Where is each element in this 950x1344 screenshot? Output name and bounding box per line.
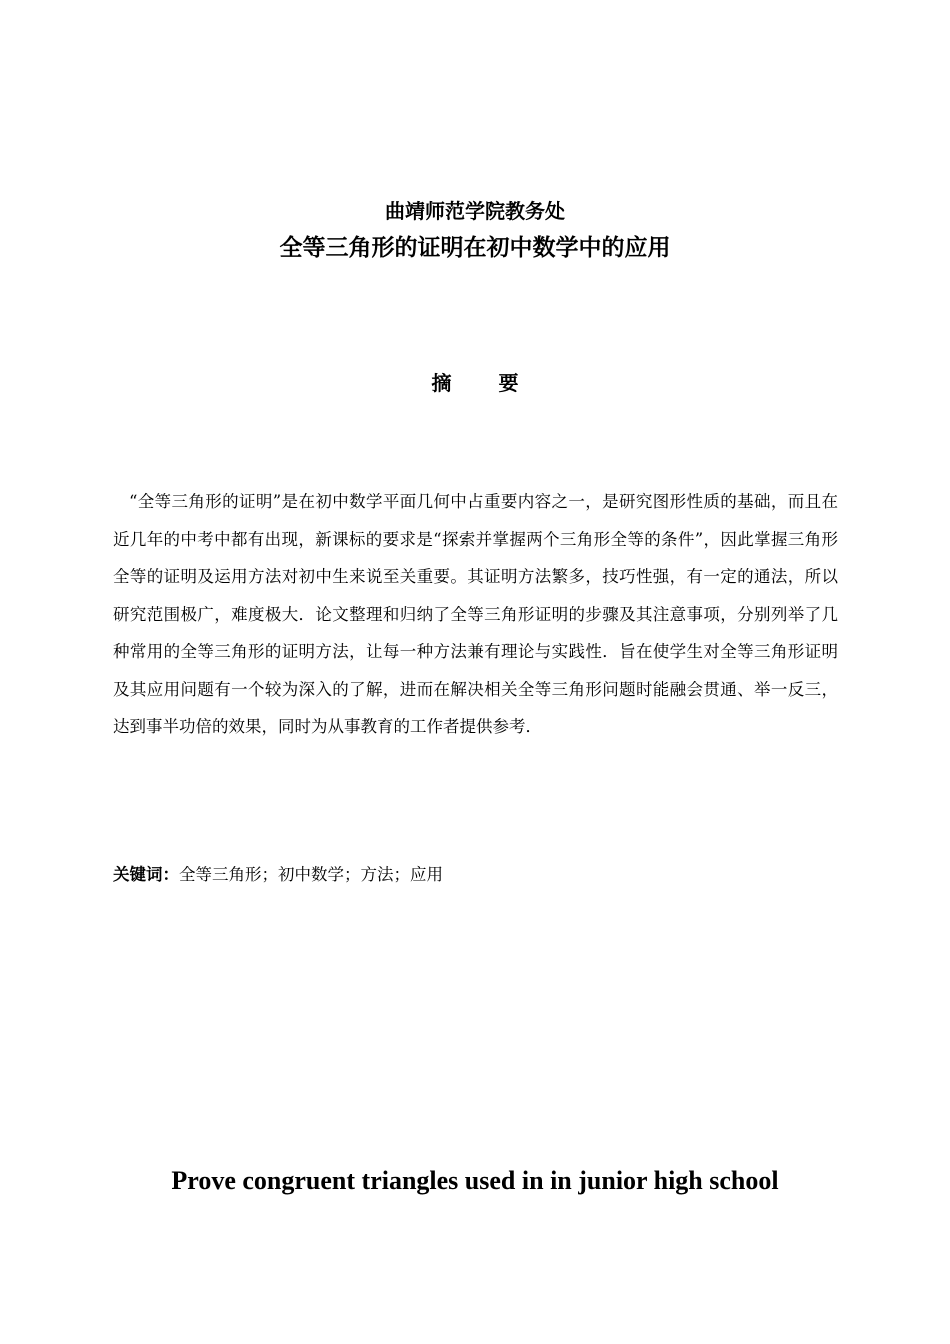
keywords-label: 关键词：	[113, 865, 179, 884]
institution-name: 曲靖师范学院教务处	[385, 199, 565, 223]
keywords-line	[113, 861, 838, 889]
paper-title-english: Prove congruent triangles used in in junior high school	[171, 1166, 779, 1195]
abstract-body: “全等三角形的证明”是在初中数学平面几何中占重要内容之一，是研究图形性质的基础，而且在近几年的中考中都有出现，新课标的要求是“探索并掌握两个三角形全等的条件”，因此掌握三角形全等的证明及运用方法对初中生来说至关重要。其证明方法繁多，技巧性强，有一定的通法，所以研究范围极广，难度极大．论文整理和归纳了全等三角形证明的步骤及其注意事项，分别列举了几种常用的全等三角形的证明方法，让每一种方法兼有理论与实践性．旨在使学生对全等三角形证明及其应用问题有一个较为深入的了解，进而在解决相关全等三角形问题时能融会贯通、举一反三，达到事半功倍的效果，同时为从事教育的工作者提供参考．	[113, 492, 838, 736]
abstract-heading: 摘 要	[431, 371, 539, 395]
keywords-value: 全等三角形；初中数学；方法；应用	[179, 865, 443, 884]
paper-title-chinese: 全等三角形的证明在初中数学中的应用	[279, 235, 671, 261]
